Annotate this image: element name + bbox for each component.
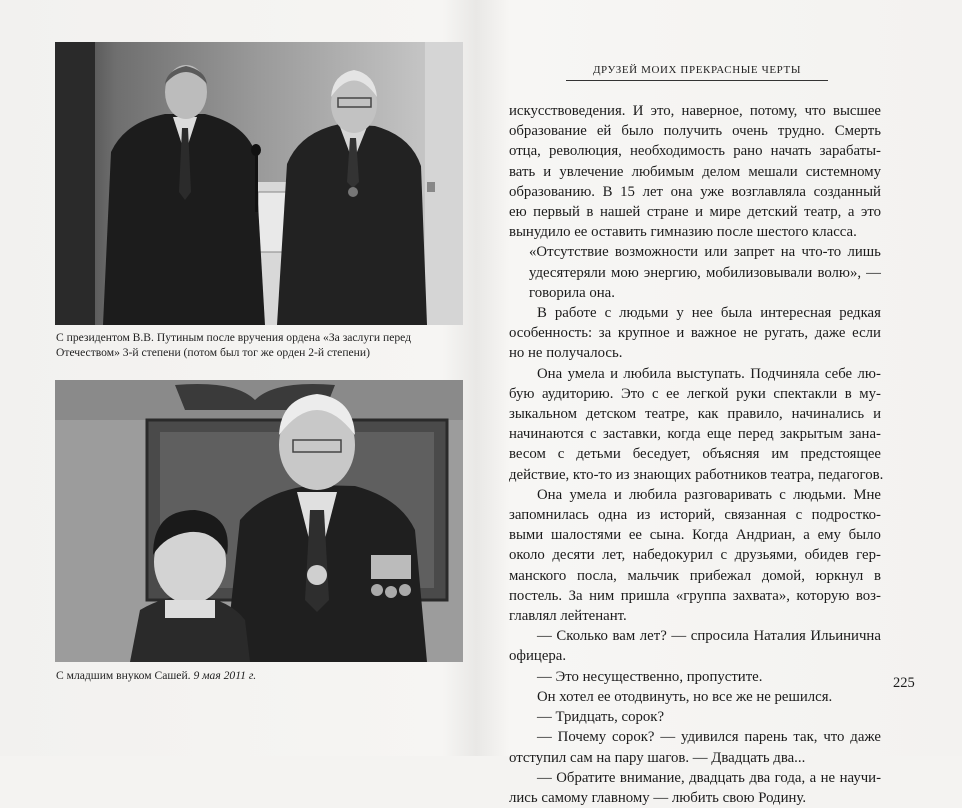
text-line: говорила она. — [529, 284, 615, 301]
text-line: зыкальном детском театре, как правило, начинались и — [509, 406, 881, 423]
caption-bottom — [56, 669, 468, 684]
text-line: главлял лейтенант. — [509, 608, 627, 625]
text-line: отступил сам на пару шагов. — Двадцать два... — [509, 749, 806, 766]
caption-bottom-text: С младшим внуком Сашей. — [56, 669, 194, 682]
text-line: вать и увлечение любимым делом мешали системному — [509, 163, 881, 180]
text-line: образованию. В 15 лет она уже возглавляла созданный — [509, 183, 881, 200]
text-line: постель. За ним пришла «группа захвата», которую воз- — [509, 587, 881, 604]
text-line: весом с детьми беседует, объясняя им предстоящее — [509, 446, 881, 463]
caption-bottom-date: 9 мая 2011 г. — [193, 669, 257, 682]
header-rule — [566, 80, 828, 81]
text-line: манского посла, мальчик прибежал домой, юркнул в — [509, 567, 881, 584]
text-line: образование ей было получить очень трудно. Смерть — [509, 123, 881, 140]
photo-award-ceremony-image — [55, 42, 463, 325]
text-line: Она умела и любила выступать. Подчиняла себе лю- — [537, 365, 881, 382]
text-line: В работе с людьми у нее была интересная редкая — [537, 305, 881, 322]
text-line: Она умела и любила разговаривать с людьми. Мне — [537, 486, 881, 503]
text-line: — Это несущественно, пропустите. — [537, 668, 763, 685]
text-line: — Тридцать, сорок? — [537, 709, 665, 726]
photo-with-grandson — [55, 380, 463, 662]
text-line: лись самому главному — любить свою Родину. — [509, 789, 807, 806]
text-line: бую аудиторию. Это с ее легкой руки спектакли в му- — [509, 385, 881, 402]
text-line: начинаются с заставки, когда еще перед закрытым зана- — [509, 426, 881, 443]
text-line: выми шалостями ее сына. Когда Андриан, а ему было — [509, 527, 881, 544]
text-line: — Сколько вам лет? — спросила Наталия Ильинична — [537, 628, 881, 645]
text-line: особенность: за крупное и важное не ругать, даже если — [509, 325, 881, 342]
photo-with-grandson-image — [55, 380, 463, 662]
text-line: удесятеряли мою энергию, мобилизовывали волю», — — [529, 264, 881, 281]
body-text — [509, 101, 884, 808]
caption-top — [56, 331, 468, 360]
text-line: «Отсутствие возможности или запрет на что-то лишь — [529, 244, 881, 261]
text-line: отца, революция, необходимость рано начать зарабаты- — [509, 143, 881, 160]
text-line: действие, кто-то из знающих работников театра, педагогов. — [509, 466, 884, 483]
text-line: вынудило ее оставить гимназию после шестого класса. — [509, 224, 857, 241]
photo-award-ceremony — [55, 42, 463, 325]
text-line: — Почему сорок? — удивился парень так, что даже — [537, 729, 881, 746]
text-line: около десяти лет, набедокурил с друзьями, обидев гер- — [509, 547, 881, 564]
text-line: искусствоведения. И это, наверное, потому, что высшее — [509, 103, 881, 119]
text-line: офицера. — [509, 648, 567, 665]
page-number: 225 — [893, 675, 915, 691]
caption-top-text: С президентом В.В. Путиным после вручения ордена «За заслуги перед Отечеством» 3-й степени (потом был тог же орден 2-й степени) — [56, 331, 412, 359]
running-head: ДРУЗЕЙ МОИХ ПРЕКРАСНЫЕ ЧЕРТЫ — [592, 64, 802, 76]
text-line: ею первый в нашей стране и мире детский театр, а это — [509, 204, 881, 221]
text-line: но не получалось. — [509, 345, 623, 362]
text-line: Он хотел ее отодвинуть, но все же не решился. — [537, 688, 833, 705]
text-line: — Обратите внимание, двадцать два года, а не научи- — [537, 769, 881, 786]
text-line: запомнилась одна из историй, связанная с подростко- — [509, 507, 881, 524]
